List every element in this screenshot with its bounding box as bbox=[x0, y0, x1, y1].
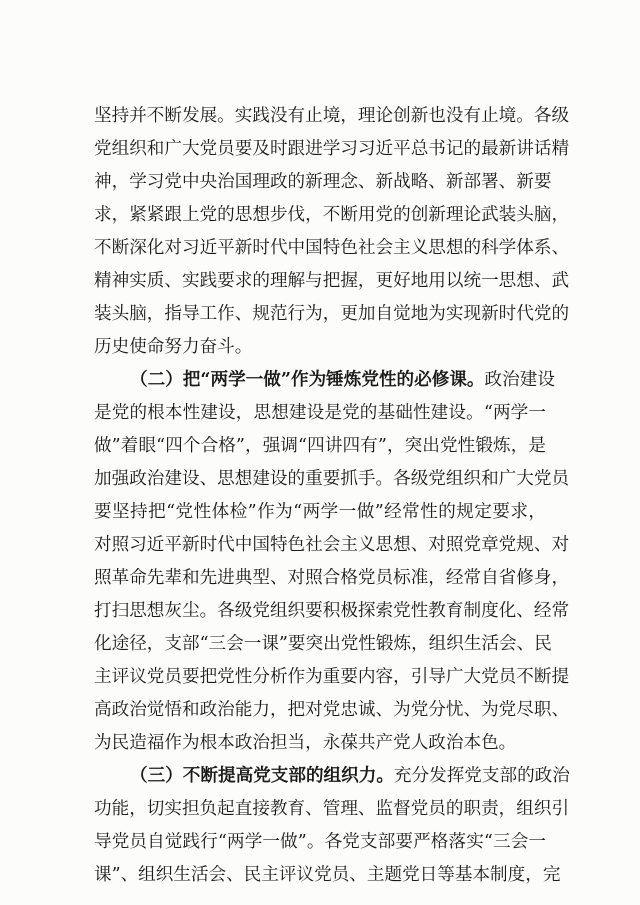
body-line: 精神实质、实践要求的理解与把握，更好地用以统一思想、武 bbox=[94, 271, 570, 291]
body-line: 党组织和广大党员要及时跟进学习习近平总书记的最新讲话精 bbox=[94, 139, 570, 159]
section-heading-3: （三）不断提高党支部的组织力。 bbox=[130, 765, 394, 786]
body-line: 历史使命努力奋斗。 bbox=[94, 337, 253, 357]
body-line: 功能，切实担负起直接教育、管理、监督党员的职责，组织引 bbox=[94, 799, 570, 819]
body-line: 为民造福作为根本政治担当，永葆共产党人政治本色。 bbox=[94, 733, 517, 753]
section-heading-2: （二）把“两学一做”作为锤炼党性的必修课。 bbox=[130, 369, 485, 390]
body-line: 照革命先辈和先进典型、对照合格党员标准，经常自省修身， bbox=[94, 568, 570, 588]
body-line: 对照习近平新时代中国特色社会主义思想、对照党章党规、对 bbox=[94, 535, 570, 555]
body-line: 坚持并不断发展。实践没有止境，理论创新也没有止境。各级 bbox=[94, 106, 570, 126]
body-line: 课”、组织生活会、民主评议党员、主题党日等基本制度，完 bbox=[94, 865, 561, 885]
body-line: 不断深化对习近平新时代中国特色社会主义思想的科学体系、 bbox=[94, 238, 570, 258]
body-line: 装头脑，指导工作、规范行为，更加自觉地为实现新时代党的 bbox=[94, 304, 570, 324]
body-line: 导党员自觉践行“两学一做”。各党支部要严格落实“三会一 bbox=[94, 832, 546, 852]
body-line: 是党的根本性建设，思想建设是党的基础性建设。“两学一 bbox=[94, 403, 546, 423]
body-line: 主评议党员要把党性分析作为重要内容，引导广大党员不断提 bbox=[94, 667, 570, 687]
body-line: 加强政治建设、思想建设的重要抓手。各级党组织和广大党员 bbox=[94, 469, 570, 489]
body-line: 打扫思想灰尘。各级党组织要积极探索党性教育制度化、经常 bbox=[94, 601, 570, 621]
body-line: 要坚持把“党性体检”作为“两学一做”经常性的规定要求， bbox=[94, 502, 546, 522]
body-line: 神，学习党中央治国理政的新理念、新战略、新部署、新要 bbox=[94, 172, 552, 192]
section-heading-line: （三）不断提高党支部的组织力。充分发挥党支部的政治 bbox=[130, 765, 570, 786]
body-line: 做”着眼“四个合格”，强调“四讲四有”，突出党性锻炼，是 bbox=[94, 436, 546, 456]
section-heading-line: （二）把“两学一做”作为锤炼党性的必修课。政治建设 bbox=[130, 369, 555, 390]
body-line: 高政治觉悟和政治能力，把对党忠诚、为党分忧、为党尽职、 bbox=[94, 700, 570, 720]
body-line: 求，紧紧跟上党的思想步伐，不断用党的创新理论武装头脑， bbox=[94, 205, 570, 225]
body-line: 化途径，支部“三会一课”要突出党性锻炼，组织生活会、民 bbox=[94, 634, 552, 654]
